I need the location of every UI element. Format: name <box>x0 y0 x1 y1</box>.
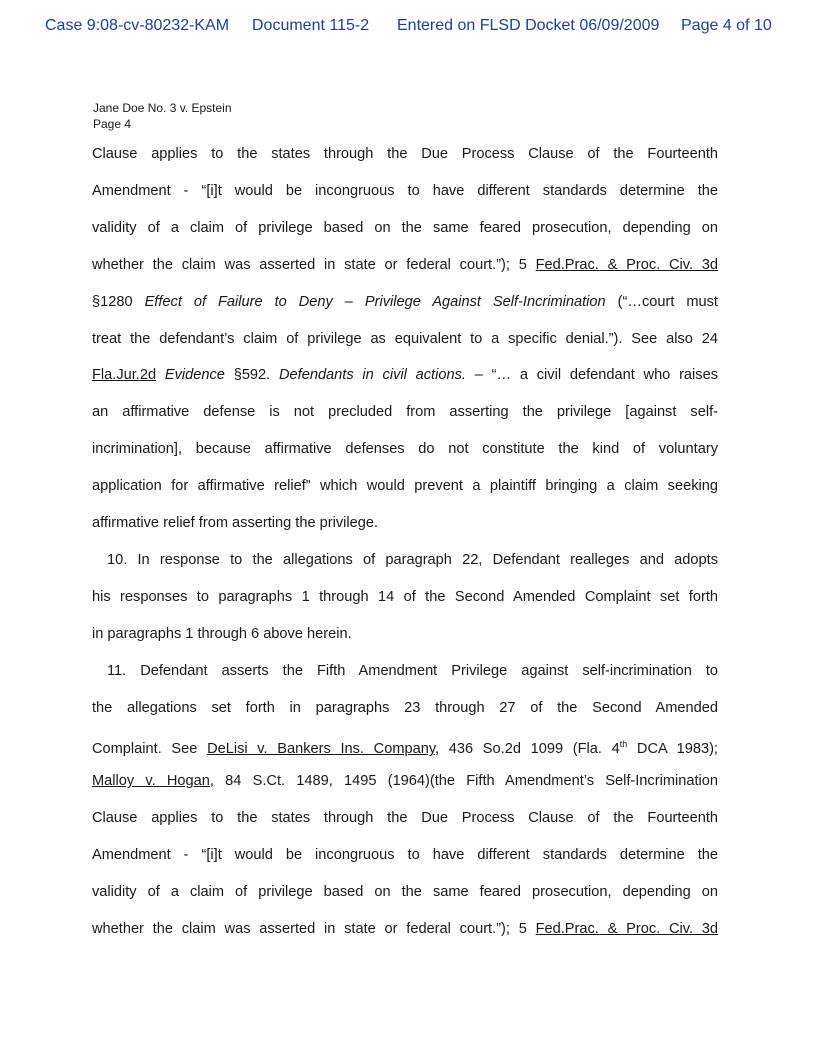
page-count: Page 4 of 10 <box>681 17 772 34</box>
text-segment: , 436 So.2d 1099 (Fla. 4 <box>435 741 620 758</box>
citation: Fla.Jur.2d <box>92 367 157 384</box>
text-line <box>92 145 718 163</box>
text-line <box>92 477 718 495</box>
text-segment: 10. In response to the allegations of paragraph 22, Defendant realleges and adopts <box>107 551 718 568</box>
text-segment: application for affirmative relief” which would prevent a plaintiff bringing a claim seeking <box>92 478 718 495</box>
text-line <box>107 662 718 680</box>
text-segment: the allegations set forth in paragraphs 23 through 27 of the Second Amended <box>92 699 718 716</box>
text-segment: incrimination], because affirmative defenses do not constitute the kind of voluntary <box>92 441 718 458</box>
text-segment: Clause applies to the states through the Due Process Clause of the Fourteenth <box>92 146 718 162</box>
text-segment: whether the claim was asserted in state or federal court.”); 5 <box>92 920 536 937</box>
text-segment: affirmative relief from asserting the privilege. <box>92 515 379 531</box>
italic-text: Defendants in civil actions. <box>279 367 466 384</box>
text-segment: §1280 <box>92 293 145 310</box>
text-segment <box>156 367 165 383</box>
text-segment: validity of a claim of privilege based on the same feared prosecution, depending on <box>92 884 718 900</box>
page-label: Page 4 <box>93 117 132 131</box>
text-line <box>92 330 718 348</box>
text-line <box>92 846 718 864</box>
text-segment: his responses to paragraphs 1 through 14 of the Second Amended Complaint set forth <box>92 588 718 605</box>
entered-date: Entered on FLSD Docket 06/09/2009 <box>397 17 660 34</box>
italic-text: Evidence <box>164 367 225 384</box>
text-line <box>92 809 718 827</box>
text-segment: DCA 1983); <box>627 741 718 758</box>
case-caption: Jane Doe No. 3 v. Epstein <box>93 101 232 115</box>
text-segment: treat the defendant’s claim of privilege as equivalent to a specific denial.”). See also 24 <box>92 330 718 347</box>
text-segment: in paragraphs 1 through 6 above herein. <box>92 625 352 642</box>
text-line <box>92 625 718 643</box>
text-segment: Amendment - “[i]t would be incongruous to have different standards determine the <box>92 182 718 199</box>
text-line <box>92 514 718 532</box>
text-line <box>92 440 718 458</box>
text-line <box>92 699 718 717</box>
citation: DeLisi v. Bankers Ins. Company <box>207 741 436 758</box>
text-segment: Amendment - “[i]t would be incongruous to have different standards determine the <box>92 847 718 864</box>
text-line <box>92 219 718 237</box>
text-segment: validity of a claim of privilege based on the same feared prosecution, depending on <box>92 219 718 236</box>
text-line <box>92 256 718 274</box>
text-line <box>92 182 718 200</box>
text-segment: (“…court must <box>605 293 718 310</box>
text-segment: th <box>619 739 628 750</box>
text-segment: Complaint. See <box>92 741 208 758</box>
text-segment: an affirmative defense is not precluded from asserting the privilege [against self- <box>92 404 718 421</box>
text-line <box>92 293 718 311</box>
text-segment: , 84 S.Ct. 1489, 1495 (1964)(the Fifth Amendment’s Self-Incrimination <box>209 773 718 790</box>
citation: Malloy v. Hogan <box>92 773 210 790</box>
text-segment: Clause applies to the states through the Due Process Clause of the Fourteenth <box>92 810 718 827</box>
text-segment: whether the claim was asserted in state or federal court.”); 5 <box>92 256 536 273</box>
text-segment: 11. Defendant asserts the Fifth Amendment Privilege against self-incrimination to <box>107 662 718 679</box>
text-line <box>92 403 718 421</box>
text-line <box>92 366 718 384</box>
text-line <box>92 588 718 606</box>
case-number: Case 9:08-cv-80232-KAM <box>45 17 230 34</box>
italic-text: Effect of Failure to Deny – Privilege Against Self-Incrimination <box>144 293 606 310</box>
text-line <box>92 883 718 901</box>
text-line <box>92 772 718 790</box>
text-line <box>107 551 718 569</box>
text-line <box>92 735 718 758</box>
document-number: Document 115-2 <box>252 17 370 34</box>
text-line <box>92 920 718 938</box>
text-segment: §592. <box>224 367 279 384</box>
citation: Fed.Prac. & Proc. Civ. 3d <box>535 256 718 273</box>
text-segment: – “… a civil defendant who raises <box>465 367 719 384</box>
citation: Fed.Prac. & Proc. Civ. 3d <box>535 920 718 937</box>
